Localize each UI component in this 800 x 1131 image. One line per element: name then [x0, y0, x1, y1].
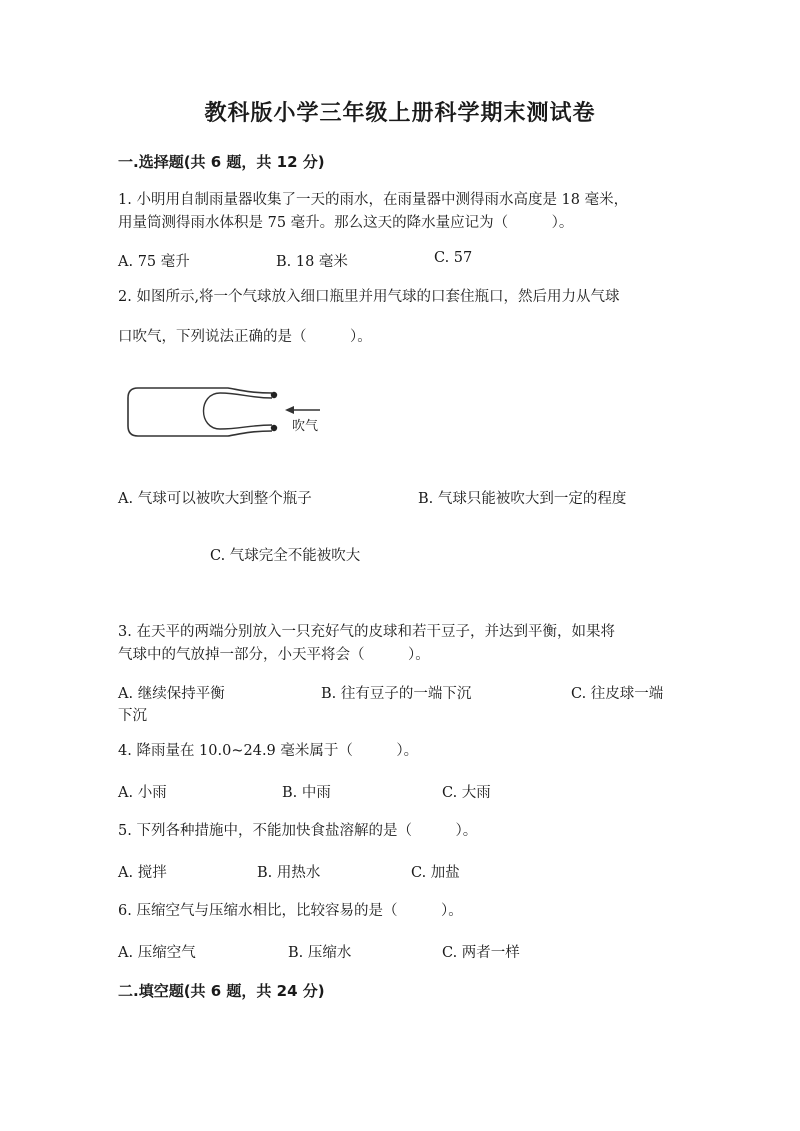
question-2-option-a: A. 气球可以被吹大到整个瓶子 — [118, 491, 312, 507]
question-1-option-c: C. 57 — [434, 250, 473, 266]
question-1-option-b: B. 18 毫米 — [276, 254, 348, 270]
question-6-option-c: C. 两者一样 — [442, 945, 520, 961]
question-6-option-b: B. 压缩水 — [288, 945, 352, 961]
question-2-option-c: C. 气球完全不能被吹大 — [210, 548, 361, 564]
question-5-line-1: 5. 下列各种措施中，不能加快食盐溶解的是（ ）。 — [118, 823, 478, 839]
question-5-option-b: B. 用热水 — [257, 865, 321, 881]
question-3-option-c: C. 往皮球一端 — [571, 686, 664, 702]
question-2-option-b: B. 气球只能被吹大到一定的程度 — [418, 491, 627, 507]
bottle-balloon-figure — [120, 380, 340, 442]
blow-arrow-head — [285, 406, 294, 414]
question-3-option-c-continued: 下沉 — [118, 708, 147, 724]
question-5-option-c: C. 加盐 — [411, 865, 460, 881]
question-6-line-1: 6. 压缩空气与压缩水相比，比较容易的是（ ）。 — [118, 903, 463, 919]
question-2-line-2: 口吹气，下列说法正确的是（ ）。 — [118, 329, 372, 345]
section-heading-fill-in: 二.填空题(共 6 题，共 24 分) — [118, 982, 325, 1000]
balloon-lip-bottom — [271, 425, 277, 431]
question-3-option-a: A. 继续保持平衡 — [118, 686, 225, 702]
question-4-option-b: B. 中雨 — [282, 785, 331, 801]
balloon-lip-top — [271, 392, 277, 398]
question-4-line-1: 4. 降雨量在 10.0~24.9 毫米属于（ ）。 — [118, 743, 419, 759]
question-1-line-1: 1. 小明用自制雨量器收集了一天的雨水，在雨量器中测得雨水高度是 18 毫米， — [118, 192, 629, 208]
question-3-line-2: 气球中的气放掉一部分，小天平将会（ ）。 — [118, 647, 430, 663]
question-1-line-2: 用量筒测得雨水体积是 75 毫升。那么这天的降水量应记为（ ）。 — [118, 215, 574, 231]
question-5-option-a: A. 搅拌 — [118, 865, 167, 881]
question-1-option-a: A. 75 毫升 — [118, 254, 190, 270]
question-3-line-1: 3. 在天平的两端分别放入一只充好气的皮球和若干豆子，并达到平衡，如果将 — [118, 624, 615, 640]
section-heading-choice: 一.选择题(共 6 题，共 12 分) — [118, 153, 325, 171]
question-4-option-c: C. 大雨 — [442, 785, 491, 801]
page-title: 教科版小学三年级上册科学期末测试卷 — [204, 101, 596, 126]
question-4-option-a: A. 小雨 — [118, 785, 167, 801]
figure-label: 吹气 — [292, 419, 319, 434]
bottle-outline — [128, 388, 272, 436]
balloon-outline — [204, 393, 273, 429]
question-3-option-b: B. 往有豆子的一端下沉 — [321, 686, 472, 702]
question-2-line-1: 2. 如图所示,将一个气球放入细口瓶里并用气球的口套住瓶口，然后用力从气球 — [118, 289, 620, 305]
question-6-option-a: A. 压缩空气 — [118, 945, 196, 961]
